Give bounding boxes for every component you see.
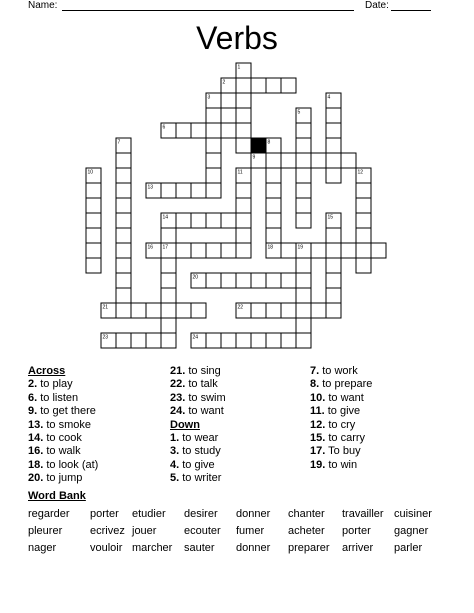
cell-number: 16 — [147, 244, 154, 251]
grid-cell[interactable] — [356, 243, 371, 258]
grid-cell[interactable] — [236, 183, 251, 198]
grid-cell[interactable] — [221, 273, 236, 288]
grid-cell[interactable] — [221, 333, 236, 348]
grid-cell[interactable] — [251, 78, 266, 93]
grid-cell[interactable] — [356, 228, 371, 243]
grid-cell[interactable] — [236, 213, 251, 228]
clue-item: 17. To buy — [310, 445, 361, 458]
grid-cell[interactable] — [206, 243, 221, 258]
date-label: Date: — [365, 0, 389, 11]
grid-cell[interactable] — [161, 258, 176, 273]
grid-cell[interactable] — [116, 138, 131, 153]
grid-cell[interactable] — [236, 228, 251, 243]
cell-number: 19 — [297, 244, 304, 251]
grid-cell[interactable] — [371, 243, 386, 258]
grid-cell[interactable] — [251, 153, 266, 168]
grid-cell[interactable] — [266, 228, 281, 243]
cell-number: 8 — [267, 139, 271, 146]
grid-cell[interactable] — [146, 243, 161, 258]
grid-cell[interactable] — [86, 213, 101, 228]
clue-item: 9. to get there — [28, 405, 96, 418]
cell-number: 23 — [102, 334, 109, 341]
grid-cell[interactable] — [326, 273, 341, 288]
grid-cell[interactable] — [266, 273, 281, 288]
grid-cell[interactable] — [296, 258, 311, 273]
grid-cell[interactable] — [176, 123, 191, 138]
grid-cell[interactable] — [236, 108, 251, 123]
grid-cell[interactable] — [326, 108, 341, 123]
grid-cell[interactable] — [161, 273, 176, 288]
grid-cell[interactable] — [161, 288, 176, 303]
grid-cell[interactable] — [296, 168, 311, 183]
grid-cell[interactable] — [281, 153, 296, 168]
grid-cell[interactable] — [326, 138, 341, 153]
across-heading: Across — [28, 365, 66, 377]
grid-cell[interactable] — [221, 123, 236, 138]
word-bank-item: gagner — [394, 525, 429, 537]
grid-cell[interactable] — [146, 183, 161, 198]
grid-cell[interactable] — [86, 258, 101, 273]
grid-cell[interactable] — [116, 303, 131, 318]
grid-cell[interactable] — [116, 288, 131, 303]
grid-cell[interactable] — [326, 303, 341, 318]
grid-cell[interactable] — [281, 78, 296, 93]
grid-cell[interactable] — [191, 333, 206, 348]
cell-number: 10 — [87, 169, 94, 176]
grid-cell[interactable] — [266, 213, 281, 228]
grid-cell[interactable] — [236, 93, 251, 108]
grid-cell[interactable] — [326, 228, 341, 243]
clue-item: 13. to smoke — [28, 418, 91, 431]
word-bank-item: vouloir — [90, 542, 123, 554]
grid-cell[interactable] — [101, 303, 116, 318]
clue-item: 11. to give — [310, 405, 361, 418]
grid-cell[interactable] — [221, 78, 236, 93]
grid-cell[interactable] — [356, 168, 371, 183]
grid-cell[interactable] — [356, 213, 371, 228]
clue-item: 15. to carry — [310, 432, 366, 445]
grid-cell[interactable] — [176, 303, 191, 318]
grid-cell[interactable] — [251, 333, 266, 348]
grid-cell[interactable] — [326, 93, 341, 108]
grid-cell[interactable] — [326, 168, 341, 183]
grid-cell[interactable] — [86, 243, 101, 258]
grid-cell[interactable] — [296, 288, 311, 303]
grid-cell[interactable] — [341, 153, 356, 168]
grid-cell[interactable] — [251, 303, 266, 318]
grid-cell[interactable] — [161, 213, 176, 228]
clue-item: 7. to work — [310, 365, 358, 377]
grid-cell[interactable] — [206, 93, 221, 108]
cell-number: 13 — [147, 184, 154, 191]
grid-cell[interactable] — [176, 243, 191, 258]
word-bank-item: cuisiner — [394, 508, 432, 520]
grid-cell[interactable] — [206, 123, 221, 138]
grid-cell[interactable] — [191, 303, 206, 318]
word-bank-item: marcher — [132, 542, 173, 554]
clue-item: 24. to want — [170, 405, 224, 418]
grid-cell[interactable] — [266, 168, 281, 183]
grid-cell[interactable] — [206, 333, 221, 348]
word-bank-item: jouer — [132, 525, 157, 537]
grid-cell[interactable] — [161, 303, 176, 318]
clue-item: 10. to want — [310, 391, 364, 404]
grid-cell[interactable] — [206, 183, 221, 198]
cell-number: 11 — [237, 169, 243, 176]
word-bank-item: desirer — [184, 508, 218, 520]
cell-number: 4 — [327, 94, 331, 101]
grid-cell[interactable] — [191, 123, 206, 138]
grid-cell[interactable] — [116, 228, 131, 243]
clue-item: 8. to prepare — [310, 378, 373, 391]
name-label: Name: — [28, 0, 58, 11]
grid-cell[interactable] — [86, 168, 101, 183]
grid-cell[interactable] — [341, 243, 356, 258]
word-bank-item: ecrivez — [90, 525, 125, 537]
word-bank-item: porter — [90, 508, 119, 520]
word-bank-item: travailler — [342, 508, 384, 520]
word-bank-item: arriver — [342, 542, 374, 554]
clue-item: 16. to walk — [28, 445, 81, 458]
clue-item: 4. to give — [170, 458, 215, 471]
grid-cell[interactable] — [266, 333, 281, 348]
grid-cell[interactable] — [116, 168, 131, 183]
grid-cell[interactable] — [191, 213, 206, 228]
grid-cell[interactable] — [116, 333, 131, 348]
word-bank-item: donner — [236, 542, 271, 554]
word-bank-item: acheter — [288, 525, 325, 537]
clues-col3 — [310, 365, 450, 472]
grid-cell[interactable] — [116, 258, 131, 273]
cell-number: 14 — [162, 214, 169, 221]
grid-cell[interactable] — [116, 198, 131, 213]
word-bank-item: regarder — [28, 508, 70, 520]
cell-number: 9 — [252, 154, 256, 161]
grid-cell[interactable] — [206, 168, 221, 183]
grid-cell[interactable] — [326, 123, 341, 138]
clue-item: 21. to sing — [170, 365, 221, 377]
grid-cell[interactable] — [311, 303, 326, 318]
grid-cell[interactable] — [116, 153, 131, 168]
grid-cell[interactable] — [236, 198, 251, 213]
grid-cell[interactable] — [101, 333, 116, 348]
word-bank-item: fumer — [236, 525, 265, 537]
grid-cell[interactable] — [236, 123, 251, 138]
grid-cell[interactable] — [281, 303, 296, 318]
grid-cell[interactable] — [236, 78, 251, 93]
grid-cell[interactable] — [86, 228, 101, 243]
grid-cell[interactable] — [236, 243, 251, 258]
grid-cell[interactable] — [206, 153, 221, 168]
grid-cell[interactable] — [296, 213, 311, 228]
grid-cell[interactable] — [221, 213, 236, 228]
grid-cell[interactable] — [131, 303, 146, 318]
grid-cell[interactable] — [206, 273, 221, 288]
down-heading: Down — [170, 418, 200, 431]
across-clues-col1 — [28, 365, 168, 486]
grid-cell[interactable] — [146, 303, 161, 318]
grid-cell[interactable] — [296, 303, 311, 318]
cell-number: 15 — [327, 214, 334, 221]
grid-cell[interactable] — [236, 138, 251, 153]
cell-number: 12 — [357, 169, 364, 176]
grid-cell[interactable] — [356, 258, 371, 273]
cell-number: 17 — [162, 244, 169, 251]
word-bank-item: ecouter — [184, 525, 221, 537]
grid-cell[interactable] — [161, 318, 176, 333]
word-bank-item: nager — [28, 542, 57, 554]
cell-number: 3 — [207, 94, 211, 101]
grid-cell[interactable] — [131, 333, 146, 348]
grid-cell[interactable] — [191, 273, 206, 288]
grid-cell[interactable] — [281, 243, 296, 258]
page-title: Verbs — [196, 20, 278, 56]
word-bank-title: Word Bank — [28, 490, 86, 502]
grid-cell[interactable] — [86, 183, 101, 198]
cell-number: 18 — [267, 244, 274, 251]
grid-cell[interactable] — [236, 333, 251, 348]
grid-cell[interactable] — [281, 273, 296, 288]
grid-cell[interactable] — [326, 258, 341, 273]
grid-cell[interactable] — [221, 108, 236, 123]
grid-cell[interactable] — [296, 183, 311, 198]
grid-cell[interactable] — [161, 228, 176, 243]
word-bank-item: preparer — [288, 542, 330, 554]
grid-cell[interactable] — [236, 303, 251, 318]
grid-cell[interactable] — [356, 183, 371, 198]
cell-number: 21 — [102, 304, 109, 311]
word-bank-item: porter — [342, 525, 371, 537]
clue-item: 3. to study — [170, 445, 221, 458]
clue-item: 14. to cook — [28, 432, 82, 445]
cell-number: 22 — [237, 304, 244, 311]
grid-cell[interactable] — [191, 243, 206, 258]
grid-cell[interactable] — [116, 183, 131, 198]
word-bank-item: pleurer — [28, 525, 63, 537]
word-bank-item: etudier — [132, 508, 166, 520]
clue-item: 12. to cry — [310, 418, 356, 431]
black-cell — [251, 138, 266, 153]
cell-number: 20 — [192, 274, 199, 281]
clue-item: 22. to talk — [170, 378, 218, 391]
grid-cell[interactable] — [266, 243, 281, 258]
clue-item: 19. to win — [310, 458, 358, 471]
grid-cell[interactable] — [191, 183, 206, 198]
grid-cell[interactable] — [296, 273, 311, 288]
grid-cell[interactable] — [236, 273, 251, 288]
clue-item: 23. to swim — [170, 391, 226, 404]
grid-cell[interactable] — [296, 153, 311, 168]
cell-number: 24 — [192, 334, 199, 341]
grid-cell[interactable] — [116, 243, 131, 258]
grid-cell[interactable] — [161, 183, 176, 198]
grid-cell[interactable] — [296, 243, 311, 258]
grid-cell[interactable] — [296, 108, 311, 123]
grid-cell[interactable] — [326, 288, 341, 303]
grid-cell[interactable] — [266, 153, 281, 168]
grid-cell[interactable] — [311, 153, 326, 168]
grid-cell[interactable] — [206, 213, 221, 228]
grid-cell[interactable] — [176, 183, 191, 198]
word-bank-item: parler — [394, 542, 423, 554]
clue-item: 1. to wear — [170, 432, 219, 445]
grid-cell[interactable] — [281, 333, 296, 348]
clue-item: 5. to writer — [170, 472, 222, 485]
grid-cell[interactable] — [266, 198, 281, 213]
grid-cell[interactable] — [251, 273, 266, 288]
grid-cell[interactable] — [356, 198, 371, 213]
grid-cell[interactable] — [326, 243, 341, 258]
grid-cell[interactable] — [176, 213, 191, 228]
grid-cell[interactable] — [296, 123, 311, 138]
grid-cell[interactable] — [266, 303, 281, 318]
grid-cell[interactable] — [161, 243, 176, 258]
cell-number: 1 — [237, 64, 241, 71]
clues-col2 — [170, 365, 300, 486]
grid-cell[interactable] — [296, 333, 311, 348]
clue-item: 20. to jump — [28, 472, 83, 485]
grid-cell[interactable] — [161, 333, 176, 348]
grid-cell[interactable] — [296, 198, 311, 213]
grid-cell[interactable] — [236, 168, 251, 183]
grid-cell[interactable] — [266, 138, 281, 153]
grid-cell[interactable] — [326, 213, 341, 228]
clue-item: 6. to listen — [28, 391, 79, 404]
grid-cell[interactable] — [161, 123, 176, 138]
word-bank-item: donner — [236, 508, 271, 520]
cell-number: 2 — [222, 79, 226, 86]
grid-cell[interactable] — [236, 63, 251, 78]
word-bank-item: sauter — [184, 542, 215, 554]
word-bank-item: chanter — [288, 508, 325, 520]
cell-number: 5 — [297, 109, 301, 116]
grid-cell[interactable] — [296, 138, 311, 153]
grid-cell[interactable] — [206, 138, 221, 153]
grid-cell[interactable] — [116, 213, 131, 228]
cell-number: 6 — [162, 124, 166, 131]
grid-cell[interactable] — [296, 318, 311, 333]
clue-item: 18. to look (at) — [28, 458, 99, 471]
grid-cell[interactable] — [266, 183, 281, 198]
clue-item: 2. to play — [28, 378, 73, 391]
grid-cell[interactable] — [86, 198, 101, 213]
grid-cell[interactable] — [206, 108, 221, 123]
grid-cell[interactable] — [146, 333, 161, 348]
grid-cell[interactable] — [311, 243, 326, 258]
grid-cell[interactable] — [221, 243, 236, 258]
grid-cell[interactable] — [326, 153, 341, 168]
grid-cell[interactable] — [116, 273, 131, 288]
grid-cell[interactable] — [266, 78, 281, 93]
cell-number: 7 — [117, 139, 121, 146]
